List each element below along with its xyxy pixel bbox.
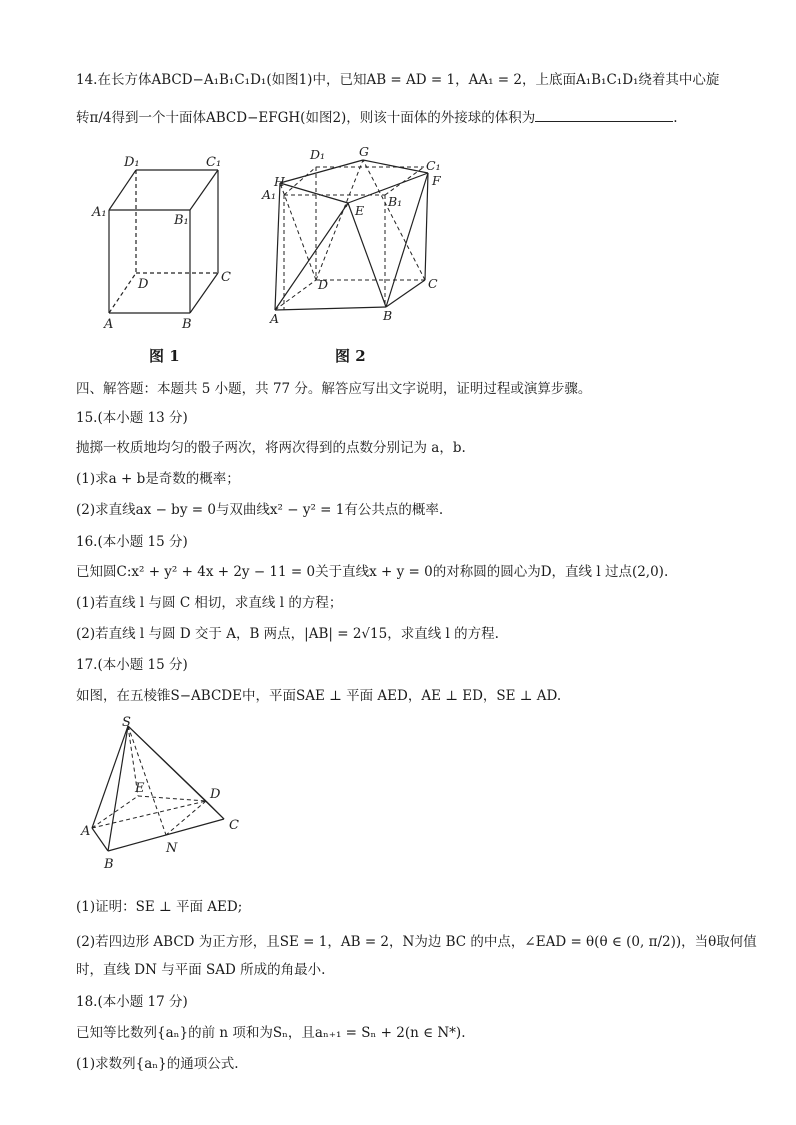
edge-ad-dashed <box>92 801 206 828</box>
edge-b1c1 <box>190 170 218 210</box>
edge-ah <box>275 183 280 310</box>
edge-ad-dashed <box>275 280 316 310</box>
label-f: F <box>432 173 441 188</box>
label-a: A <box>81 824 91 839</box>
label-e: E <box>355 203 365 218</box>
q17-title: 17.(本小题 15 分) <box>76 657 188 673</box>
label-b1: B₁ <box>174 213 189 228</box>
q14-line2 <box>76 107 678 128</box>
label-e: E <box>135 781 145 796</box>
edge-sn-dashed <box>128 726 166 835</box>
edge-cf <box>425 173 428 280</box>
edge-cd <box>206 801 224 819</box>
q17-part2a: (2)若四边形 ABCD 为正方形，且SE = 1，AB = 2，N为边 BC 的中点，∠EAD = θ(θ ∈ (0, π/2))，当θ取何值 <box>76 934 757 950</box>
edge-ab <box>92 828 108 851</box>
figure-1-caption: 图 1 <box>149 347 180 365</box>
q16-part1: (1)若直线 l 与圆 C 相切，求直线 l 的方程； <box>76 595 343 611</box>
edge-ae <box>275 203 348 310</box>
label-a1: A₁ <box>92 205 107 220</box>
figure-2-decahedron <box>258 145 458 340</box>
label-c: C <box>229 818 239 833</box>
q14-line2-text: 转π/4得到一个十面体ABCD−EFGH(如图2)，则该十面体的外接球的体积为 <box>76 110 536 126</box>
q17-stem: 如图，在五棱锥S−ABCDE中，平面SAE ⊥ 平面 AED，AE ⊥ ED，SE ⊥ AD. <box>76 688 562 704</box>
figure-3-pyramid <box>78 716 258 881</box>
label-h: H <box>274 174 285 189</box>
q16-part2: (2)若直线 l 与圆 D 交于 A，B 两点，|AB| = 2√15，求直线 l 的方程. <box>76 626 499 642</box>
figure-2-caption: 图 2 <box>335 347 366 365</box>
label-c: C <box>428 276 438 291</box>
label-b1: B₁ <box>388 194 403 209</box>
edge-ae-dashed <box>92 796 138 828</box>
q17-part2b: 时，直线 DN 与平面 SAD 所成的角最小. <box>76 962 326 978</box>
label-b: B <box>104 857 114 872</box>
answer-blank <box>535 107 673 122</box>
q15-stem: 抛掷一枚质地均匀的骰子两次，将两次得到的点数分别记为 a，b. <box>76 440 466 456</box>
q15-title: 15.(本小题 13 分) <box>76 410 188 426</box>
figure-1-cuboid <box>88 150 248 340</box>
edge-eb <box>348 203 386 307</box>
section-4-heading: 四、解答题：本题共 5 小题，共 77 分。解答应写出文字说明，证明过程或演算步骤。 <box>76 381 592 397</box>
label-b: B <box>182 317 192 332</box>
label-n: N <box>166 841 178 856</box>
label-a: A <box>104 317 114 332</box>
label-d: D <box>210 787 221 802</box>
edge-bc <box>386 280 425 307</box>
edge-sb <box>108 726 128 851</box>
label-s: S <box>122 716 131 730</box>
edge-ab <box>275 307 386 310</box>
label-d1: D₁ <box>124 155 140 170</box>
q18-title: 18.(本小题 17 分) <box>76 994 188 1010</box>
q16-stem: 已知圆C:x² + y² + 4x + 2y − 11 = 0关于直线x + y = 0的对称圆的圆心为D，直线 l 过点(2,0). <box>76 564 669 580</box>
label-d: D <box>138 277 149 292</box>
edge-ed-dashed <box>138 796 206 801</box>
q17-part1: (1)证明：SE ⊥ 平面 AED; <box>76 899 243 915</box>
label-c: C <box>221 270 231 285</box>
q18-stem: 已知等比数列{aₙ}的前 n 项和为Sₙ，且aₙ₊₁ = Sₙ + 2(n ∈ N*). <box>76 1025 466 1041</box>
q14-line2-end: . <box>673 110 678 126</box>
label-d1: D₁ <box>310 147 326 162</box>
edge-a1d1 <box>109 170 136 210</box>
label-c1: C₁ <box>206 155 222 170</box>
label-c1: C₁ <box>426 158 441 173</box>
q16-title: 16.(本小题 15 分) <box>76 534 188 550</box>
label-a1: A₁ <box>262 187 277 202</box>
label-g: G <box>359 145 369 159</box>
edge-dg-dashed <box>316 160 363 280</box>
edge-ad-hidden <box>109 273 136 313</box>
edge-bc <box>190 273 218 313</box>
edge-sa <box>92 726 128 828</box>
label-a: A <box>270 311 280 326</box>
label-d: D <box>318 277 329 292</box>
edge-he <box>280 183 348 203</box>
q18-part1: (1)求数列{aₙ}的通项公式. <box>76 1056 239 1072</box>
q14-line1: 14.在长方体ABCD−A₁B₁C₁D₁(如图1)中，已知AB = AD = 1，AA₁ = 2，上底面A₁B₁C₁D₁绕着其中心旋 <box>76 72 720 88</box>
edge-hg <box>280 160 363 183</box>
edge-dh-dashed <box>280 183 316 280</box>
q15-part2: (2)求直线ax − by = 0与双曲线x² − y² = 1有公共点的概率. <box>76 502 444 518</box>
label-b: B <box>383 308 393 323</box>
q15-part1: (1)求a + b是奇数的概率； <box>76 471 240 487</box>
